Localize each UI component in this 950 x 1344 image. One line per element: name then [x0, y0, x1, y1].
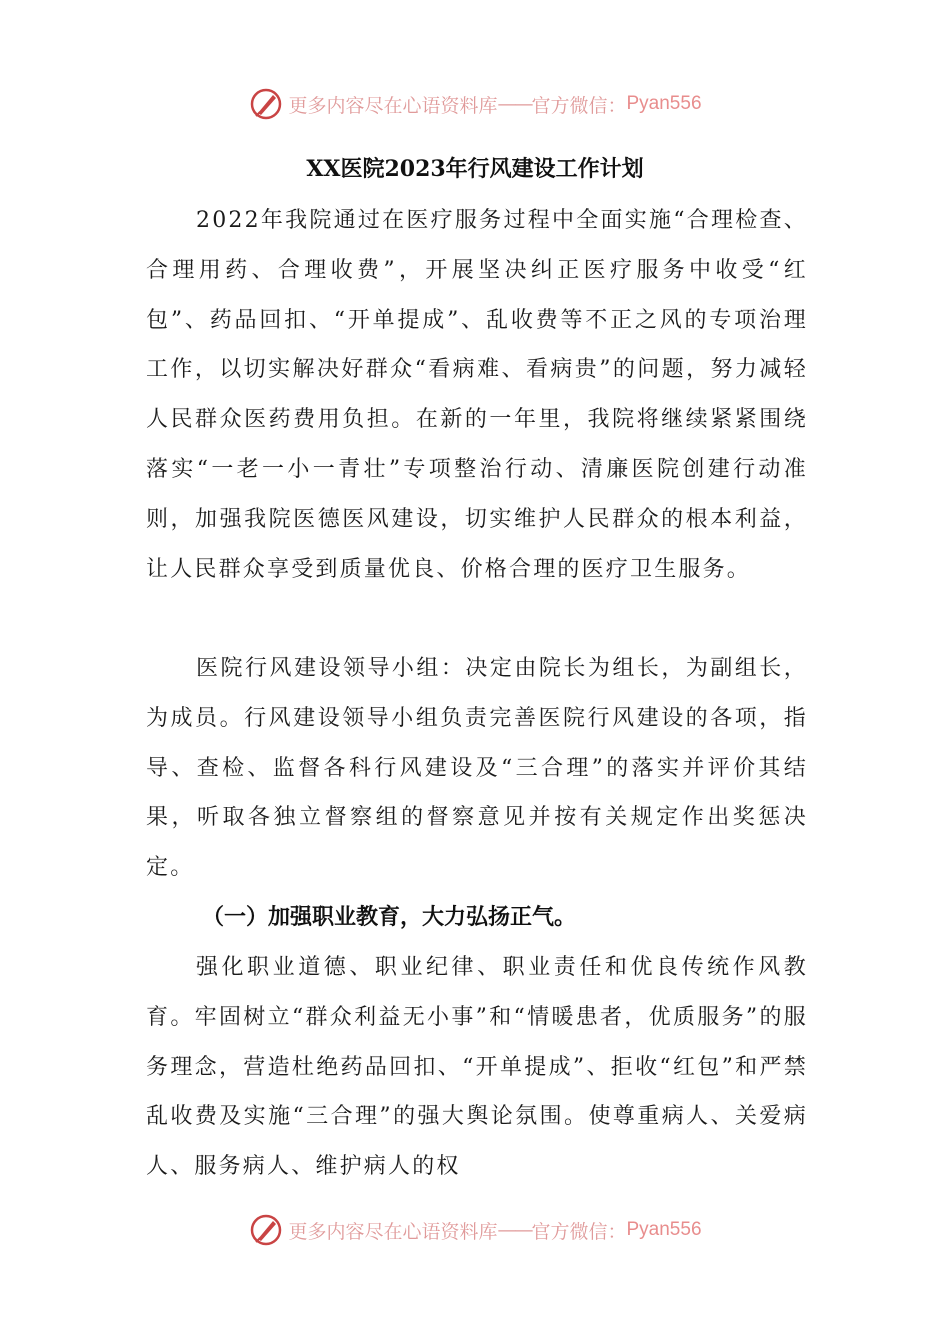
banner-text: 更多内容尽在心语资料库 [288, 94, 498, 117]
paragraph-leadership-group: 医院行风建设领导小组：决定由院长为组长，为副组长，为成员。行风建设领导小组负责完善医院行风建设的各项，指导、查检、监督各科行风建设及“三合理”的落实并评价其结果，听取各独立督察组的督察意见并按有关规定作出奖惩决定。 [146, 656, 808, 881]
watermark-banner-top [0, 84, 950, 124]
banner-official-label: 官方微信： [531, 94, 627, 117]
banner-dash: —— [497, 1219, 532, 1241]
paragraph-education: 强化职业道德、职业纪律、职业责任和优良传统作风教育。牢固树立“群众利益无小事”和“情暖患者，优质服务”的服务理念，营造杜绝药品回扣、“开单提成”、拒收“红包”和严禁乱收费及实施“三合理”的强大舆论氛围。使尊重病人、关爱病人、服务病人、维护病人的权 [146, 955, 808, 1180]
banner-dash: —— [497, 93, 532, 115]
paragraph-intro: 2022年我院通过在医疗服务过程中全面实施“合理检查、合理用药、合理收费”，开展坚决纠正医疗服务中收受“红包”、药品回扣、“开单提成”、乱收费等不正之风的专项治理工作，以切实解决好群众“看病难、看病贵”的问题，努力减轻人民群众医药费用负担。在新的一年里，我院将继续紧紧围绕落实“一老一小一青壮”专项整治行动、清廉医院创建行动准则，加强我院医德医风建设，切实维护人民群众的根本利益，让人民群众享受到质量优良、价格合理的医疗卫生服务。 [146, 208, 808, 582]
section-heading-1: （一）加强职业教育，大力弘扬正气。 [202, 905, 577, 930]
quill-logo-icon [248, 86, 284, 122]
watermark-banner-bottom [0, 1210, 950, 1250]
banner-official-label: 官方微信： [531, 1220, 627, 1243]
banner-wechat-id: Pyan556 [626, 1219, 702, 1240]
quill-logo-icon [248, 1212, 284, 1248]
document-title: XX医院2023年行风建设工作计划 [306, 156, 644, 182]
banner-text: 更多内容尽在心语资料库 [288, 1220, 498, 1243]
banner-wechat-id: Pyan556 [626, 93, 702, 114]
